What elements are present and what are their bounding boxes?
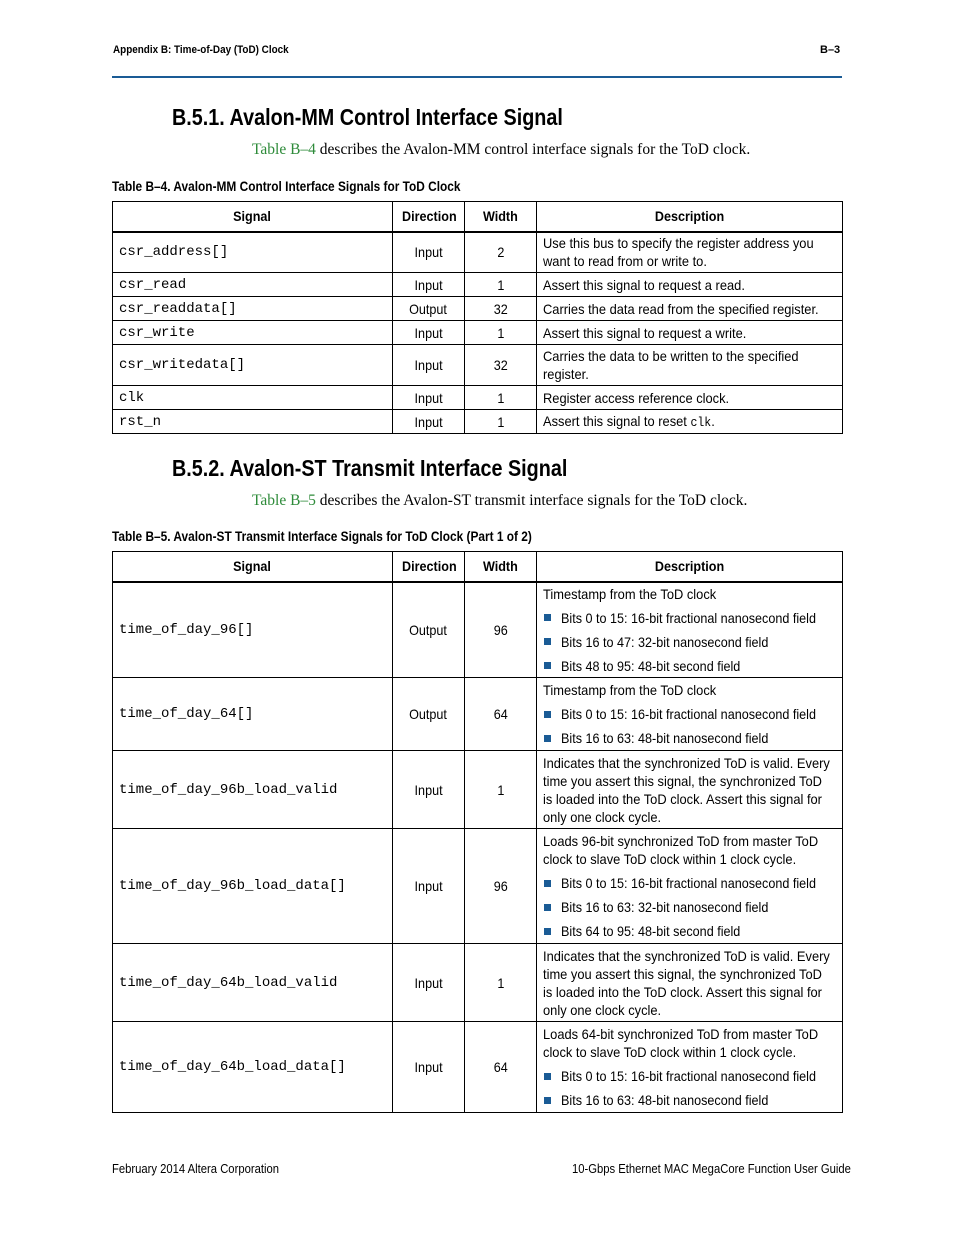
description-cell: Register access reference clock. [537,386,843,410]
column-header: Width [465,202,537,232]
signal-name: time_of_day_96b_load_valid [113,751,393,829]
column-header: Description [537,202,843,232]
table-row [113,345,843,386]
direction-cell: Input [393,410,465,434]
description-cell: Assert this signal to reset clk. [537,410,843,434]
table-row [113,944,843,1022]
signal-name: csr_write [113,321,393,345]
bullet-item: Bits 16 to 63: 48-bit nanosecond field [543,1091,836,1109]
bullet-item: Bits 0 to 15: 16-bit fractional nanosecond field [543,874,836,892]
page-number: B–3 [820,44,841,56]
bullet-item: Bits 0 to 15: 16-bit fractional nanosecond field [543,705,836,723]
width-cell: 1 [465,751,537,829]
description-cell: Assert this signal to request a write. [537,321,843,345]
table-caption-b5: Table B–5. Avalon-ST Transmit Interface Signals for ToD Clock (Part 1 of 2) [112,529,532,544]
section-intro-b52 [252,492,747,510]
description-cell: Timestamp from the ToD clock Bits 0 to 15: 16-bit fractional nanosecond field Bits 16 to 63: 48-bit nanosecond field [537,678,843,751]
table-b5-link[interactable]: Table B–5 [252,492,316,509]
width-cell: 32 [465,345,537,386]
signal-name: time_of_day_96[] [113,582,393,678]
direction-cell: Output [393,297,465,321]
column-header: Direction [393,202,465,232]
bullet-icon [544,904,551,911]
column-header: Signal [113,552,393,582]
width-cell: 96 [465,829,537,944]
direction-cell: Input [393,829,465,944]
footer-guide-title: 10-Gbps Ethernet MAC MegaCore Function User Guide [572,1162,851,1176]
description-cell: Assert this signal to request a read. [537,273,843,297]
description-cell: Use this bus to specify the register address you want to read from or write to. [537,232,843,273]
signal-name: csr_address[] [113,232,393,273]
direction-cell: Output [393,678,465,751]
footer-date-company: February 2014 Altera Corporation [112,1162,279,1176]
table-row [113,678,843,751]
intro-text: describes the Avalon-ST transmit interface signals for the ToD clock. [315,492,748,509]
width-cell: 64 [465,678,537,751]
table-b5 [112,551,843,1113]
width-cell: 1 [465,273,537,297]
intro-text: describes the Avalon-MM control interface signals for the ToD clock. [315,141,751,158]
table-row [113,829,843,944]
bullet-item: Bits 16 to 63: 48-bit nanosecond field [543,729,836,747]
bullet-icon [544,614,551,621]
bullet-item: Bits 0 to 15: 16-bit fractional nanosecond field [543,1067,836,1085]
section-title-b52: B.5.2. Avalon-ST Transmit Interface Signal [172,455,568,481]
bullet-icon [544,1097,551,1104]
bullet-item: Bits 64 to 95: 48-bit second field [543,922,836,940]
width-cell: 1 [465,321,537,345]
direction-cell: Input [393,273,465,297]
inline-code: clk [690,415,712,430]
bullet-icon [544,638,551,645]
signal-name: csr_readdata[] [113,297,393,321]
section-title-b51: B.5.1. Avalon-MM Control Interface Signal [172,104,563,130]
width-cell: 1 [465,386,537,410]
description-cell: Carries the data read from the specified register. [537,297,843,321]
signal-name: time_of_day_64[] [113,678,393,751]
bullet-item: Bits 16 to 47: 32-bit nanosecond field [543,633,836,651]
bullet-icon [544,880,551,887]
description-cell: Loads 64-bit synchronized ToD from master ToD clock to slave ToD clock within 1 clock cycle. Bits 0 to 15: 16-bit fractional nanosecond field Bits 16 to 63: 48-bit nanosecond field [537,1022,843,1113]
table-row [113,1022,843,1113]
signal-name: time_of_day_64b_load_data[] [113,1022,393,1113]
description-cell: Indicates that the synchronized ToD is valid. Every time you assert this signal, the synchronized ToD is loaded into the ToD clock. Assert this signal for only one clock cycle. [537,944,843,1022]
bullet-item: Bits 0 to 15: 16-bit fractional nanosecond field [543,609,836,627]
bullet-icon [544,1073,551,1080]
signal-name: csr_writedata[] [113,345,393,386]
width-cell: 2 [465,232,537,273]
direction-cell: Input [393,1022,465,1113]
bullet-item: Bits 16 to 63: 32-bit nanosecond field [543,898,836,916]
direction-cell: Input [393,321,465,345]
bullet-icon [544,662,551,669]
table-row [113,386,843,410]
table-row [113,410,843,434]
signal-name: clk [113,386,393,410]
description-cell: Carries the data to be written to the specified register. [537,345,843,386]
direction-cell: Input [393,232,465,273]
bullet-icon [544,735,551,742]
width-cell: 1 [465,944,537,1022]
description-cell: Timestamp from the ToD clock Bits 0 to 15: 16-bit fractional nanosecond field Bits 16 to 47: 32-bit nanosecond field Bits 48 to 95: 48-bit second field [537,582,843,678]
direction-cell: Input [393,751,465,829]
running-header-title: Appendix B: Time-of-Day (ToD) Clock [113,44,289,56]
signal-name: time_of_day_96b_load_data[] [113,829,393,944]
table-row [113,321,843,345]
table-row [113,232,843,273]
signal-name: time_of_day_64b_load_valid [113,944,393,1022]
table-b4 [112,201,843,434]
header-rule [112,76,842,78]
section-intro-b51 [252,141,750,159]
table-b4-link[interactable]: Table B–4 [252,141,316,158]
direction-cell: Input [393,944,465,1022]
width-cell: 32 [465,297,537,321]
table-row [113,297,843,321]
signal-name: csr_read [113,273,393,297]
width-cell: 1 [465,410,537,434]
table-caption-b4: Table B–4. Avalon-MM Control Interface Signals for ToD Clock [112,179,461,194]
bullet-icon [544,711,551,718]
column-header: Direction [393,552,465,582]
direction-cell: Input [393,345,465,386]
table-row [113,751,843,829]
bullet-item: Bits 48 to 95: 48-bit second field [543,657,836,675]
description-cell: Indicates that the synchronized ToD is valid. Every time you assert this signal, the synchronized ToD is loaded into the ToD clock. Assert this signal for only one clock cycle. [537,751,843,829]
signal-name: rst_n [113,410,393,434]
direction-cell: Output [393,582,465,678]
column-header: Width [465,552,537,582]
table-row [113,582,843,678]
bullet-icon [544,928,551,935]
direction-cell: Input [393,386,465,410]
column-header: Signal [113,202,393,232]
width-cell: 96 [465,582,537,678]
description-cell: Loads 96-bit synchronized ToD from master ToD clock to slave ToD clock within 1 clock cycle. Bits 0 to 15: 16-bit fractional nanosecond field Bits 16 to 63: 32-bit nanosecond field Bits 64 to 95: 48-bit second field [537,829,843,944]
table-row [113,273,843,297]
column-header: Description [537,552,843,582]
width-cell: 64 [465,1022,537,1113]
